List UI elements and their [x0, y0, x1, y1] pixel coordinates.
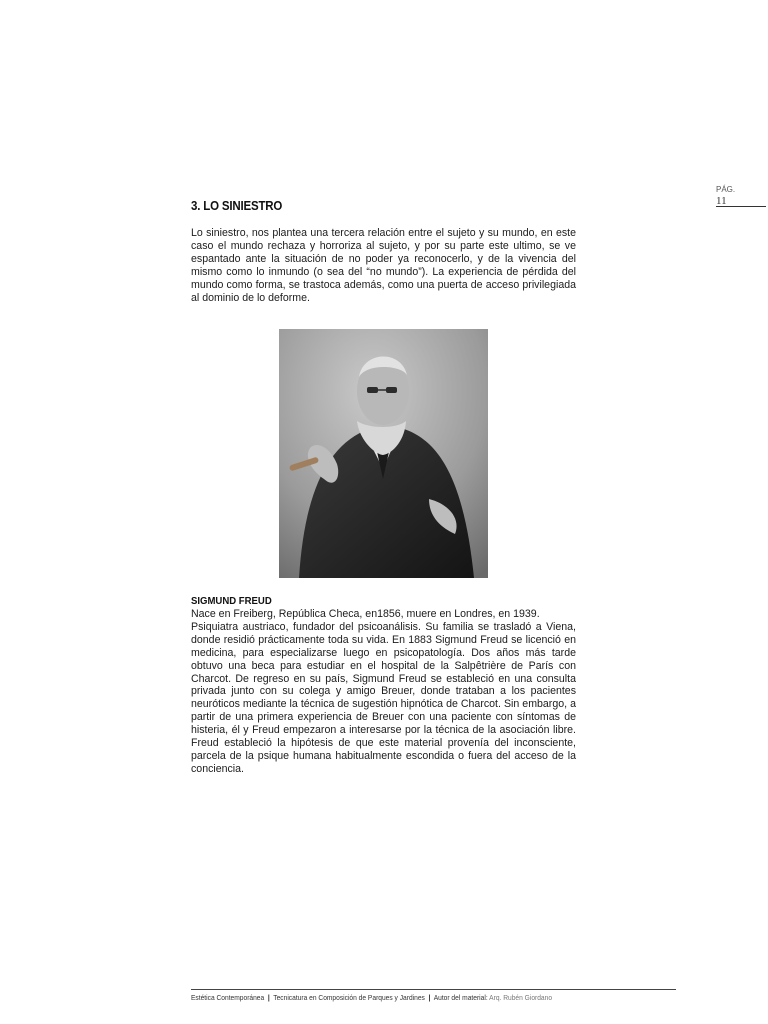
page-number: 11: [716, 195, 727, 207]
footer: [191, 993, 628, 1002]
intro-paragraph: Lo siniestro, nos plantea una tercera relación entre el sujeto y su mundo, en este caso el mundo rechaza y horroriza al sujeto, y por su parte este ultimo, se ve espantado ante la situación de no poder ya reconocerlo, y de la vivencia del mismo como lo inmundo (o sea del “no mundo”). La experiencia de pérdida del mundo como forma, se trastoca además, como una puerta de acceso privilegiada al dominio de lo deforme.: [191, 227, 576, 304]
section-title: 3. LO SINIESTRO: [191, 199, 283, 213]
footer-program: Tecnicatura en Composición de Parques y Jardines: [273, 993, 425, 1002]
bio-body-text: Psiquiatra austriaco, fundador del psicoanálisis. Su familia se trasladó a Viena, donde residió prácticamente toda su vida. En 1883 Sigmund Freud se licenció en medicina, para especializarse luego en psicopatología. Dos años más tarde obtuvo una beca para estudiar en el hospital de la Salpêtrière de París con Charcot. De regreso en su país, Sigmund Freud se estableció en una consulta privada junto con su colega y amigo Breuer, donde trataban a los pacientes neuróticos mediante la técnica de sugestión hipnótica de Charcot. Sin embargo, a partir de una primera experiencia de Breuer con una paciente con síntomas de histeria, él y Freud empezaron a interesarse por la técnica de la asociación libre. Freud estableció la hipótesis de que este material provenía del inconsciente, parcela de la psique humana habitualmente escondida o fuera del acceso de la conciencia.: [191, 620, 576, 775]
freud-portrait: [279, 329, 488, 578]
footer-author: Arq. Rubén Giordano: [489, 993, 553, 1002]
footer-rule: [191, 989, 676, 990]
bio-paragraph: [191, 608, 576, 776]
footer-course: Estética Contemporánea: [191, 993, 265, 1002]
footer-author-label: Autor del material:: [433, 993, 488, 1002]
page-label: PÁG.: [716, 185, 736, 194]
freud-portrait-image: [279, 329, 488, 578]
bio-heading: SIGMUND FREUD: [191, 596, 272, 607]
bio-birth-death-line: Nace en Freiberg, República Checa, en1856, muere en Londres, en 1939.: [191, 608, 540, 620]
footer-separator: |: [267, 993, 270, 1002]
page-number-rule: [716, 206, 766, 207]
footer-separator: |: [428, 993, 431, 1002]
